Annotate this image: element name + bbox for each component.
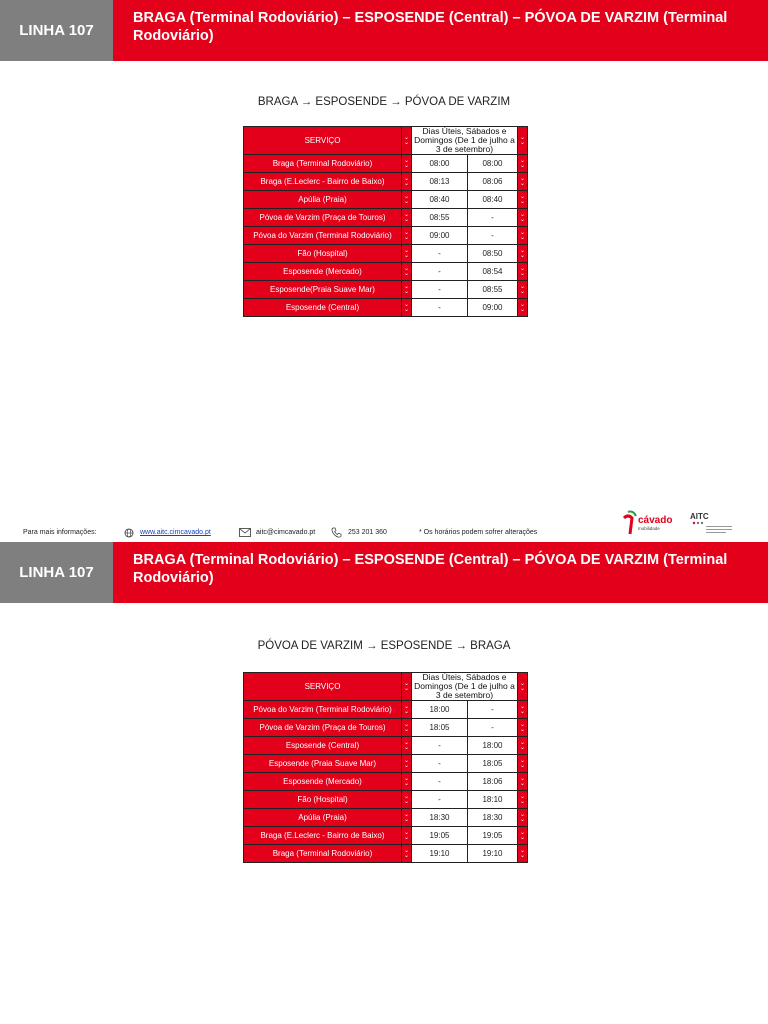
aitc-logo — [688, 510, 738, 536]
dropdown-icon[interactable]: ⌄ ⌄ — [518, 701, 528, 719]
dropdown-icon[interactable]: ⌄ ⌄ — [402, 755, 412, 773]
time-cell: - — [468, 227, 518, 245]
dropdown-icon[interactable]: ⌄ ⌄ — [518, 827, 528, 845]
dropdown-icon[interactable]: ⌄ ⌄ — [402, 155, 412, 173]
stop-name: Esposende(Praia Suave Mar) — [244, 281, 402, 299]
table-row — [244, 245, 528, 263]
time-cell: 08:54 — [468, 263, 518, 281]
time-cell: 18:10 — [468, 791, 518, 809]
dropdown-icon[interactable]: ⌄ ⌄ — [402, 673, 412, 701]
stop-name: Fão (Hospital) — [244, 791, 402, 809]
stop-name: Braga (Terminal Rodoviário) — [244, 845, 402, 863]
time-cell: 19:10 — [412, 845, 468, 863]
table-row — [244, 155, 528, 173]
time-cell: 18:06 — [468, 773, 518, 791]
envelope-icon — [239, 528, 251, 539]
dropdown-icon[interactable]: ⌄ ⌄ — [402, 299, 412, 317]
phone-text: 253 201 360 — [348, 529, 387, 536]
time-cell: 08:50 — [468, 245, 518, 263]
table-row — [244, 299, 528, 317]
table-row — [244, 191, 528, 209]
dropdown-icon[interactable]: ⌄ ⌄ — [518, 209, 528, 227]
stop-name: Esposende (Central) — [244, 737, 402, 755]
time-cell: - — [412, 791, 468, 809]
stop-name: Esposende (Mercado) — [244, 263, 402, 281]
route-title: BRAGA (Terminal Rodoviário) – ESPOSENDE (Central) – PÓVOA DE VARZIM (Terminal Rodoviário) — [113, 542, 768, 603]
table-row — [244, 737, 528, 755]
table-row — [244, 719, 528, 737]
dropdown-icon[interactable]: ⌄ ⌄ — [518, 299, 528, 317]
time-cell: 18:05 — [468, 755, 518, 773]
dropdown-icon[interactable]: ⌄ ⌄ — [402, 791, 412, 809]
dropdown-icon[interactable]: ⌄ ⌄ — [518, 673, 528, 701]
stop-name: Apúlia (Praia) — [244, 191, 402, 209]
stop-name: Póvoa de Varzim (Praça de Touros) — [244, 209, 402, 227]
timetable-inbound — [243, 672, 528, 863]
dropdown-icon[interactable]: ⌄ ⌄ — [518, 155, 528, 173]
table-row — [244, 791, 528, 809]
schedule-note: * Os horários podem sofrer alterações — [419, 529, 538, 536]
stop-name: Póvoa do Varzim (Terminal Rodoviário) — [244, 701, 402, 719]
stop-name: Braga (E.Leclerc - Bairro de Baixo) — [244, 173, 402, 191]
stop-name: Apúlia (Praia) — [244, 809, 402, 827]
table-row — [244, 281, 528, 299]
time-cell: 18:00 — [412, 701, 468, 719]
page-header — [0, 0, 768, 61]
time-cell: 19:10 — [468, 845, 518, 863]
dropdown-icon[interactable]: ⌄ ⌄ — [402, 809, 412, 827]
table-row — [244, 827, 528, 845]
dropdown-icon[interactable]: ⌄ ⌄ — [518, 191, 528, 209]
time-cell: 08:55 — [412, 209, 468, 227]
service-header: SERVIÇO — [244, 673, 402, 701]
table-row — [244, 209, 528, 227]
website-link[interactable]: www.aitc.cimcavado.pt — [140, 529, 211, 536]
table-row — [244, 809, 528, 827]
time-cell: 18:30 — [412, 809, 468, 827]
time-cell: - — [412, 245, 468, 263]
table-row — [244, 755, 528, 773]
dropdown-icon[interactable]: ⌄ ⌄ — [518, 809, 528, 827]
dropdown-icon[interactable]: ⌄ ⌄ — [518, 245, 528, 263]
time-cell: - — [468, 719, 518, 737]
page-footer — [0, 500, 768, 540]
info-label: Para mais informações: — [23, 529, 97, 536]
dropdown-icon[interactable]: ⌄ ⌄ — [518, 791, 528, 809]
dropdown-icon[interactable]: ⌄ ⌄ — [402, 127, 412, 155]
stop-name: Esposende (Praia Suave Mar) — [244, 755, 402, 773]
time-cell: 09:00 — [468, 299, 518, 317]
dropdown-icon[interactable]: ⌄ ⌄ — [518, 755, 528, 773]
globe-icon — [124, 528, 134, 540]
page-header — [0, 542, 768, 603]
phone-icon — [331, 527, 342, 540]
dropdown-icon[interactable]: ⌄ ⌄ — [518, 173, 528, 191]
time-cell: - — [412, 755, 468, 773]
time-cell: 08:06 — [468, 173, 518, 191]
table-row — [244, 845, 528, 863]
table-row — [244, 227, 528, 245]
direction-title: BRAGA → ESPOSENDE → PÓVOA DE VARZIM — [257, 96, 511, 108]
dropdown-icon[interactable]: ⌄ ⌄ — [402, 209, 412, 227]
dropdown-icon[interactable]: ⌄ ⌄ — [518, 719, 528, 737]
dropdown-icon[interactable]: ⌄ ⌄ — [518, 845, 528, 863]
time-cell: - — [412, 773, 468, 791]
stop-name: Póvoa do Varzim (Terminal Rodoviário) — [244, 227, 402, 245]
time-cell: 19:05 — [468, 827, 518, 845]
time-cell: 08:13 — [412, 173, 468, 191]
time-cell: 18:30 — [468, 809, 518, 827]
stop-name: Esposende (Central) — [244, 299, 402, 317]
time-cell: - — [412, 263, 468, 281]
stop-name: Braga (E.Leclerc - Bairro de Baixo) — [244, 827, 402, 845]
dropdown-icon[interactable]: ⌄ ⌄ — [402, 245, 412, 263]
time-cell: - — [412, 299, 468, 317]
dropdown-icon[interactable]: ⌄ ⌄ — [402, 845, 412, 863]
dropdown-icon[interactable]: ⌄ ⌄ — [518, 263, 528, 281]
stop-name: Braga (Terminal Rodoviário) — [244, 155, 402, 173]
dropdown-icon[interactable]: ⌄ ⌄ — [402, 191, 412, 209]
time-cell: 08:55 — [468, 281, 518, 299]
time-cell: 18:00 — [468, 737, 518, 755]
line-number: LINHA 107 — [0, 542, 113, 603]
time-cell: 19:05 — [412, 827, 468, 845]
period-header: Dias Úteis, Sábados e Domingos (De 1 de julho a 3 de setembro) — [412, 127, 518, 155]
dropdown-icon[interactable]: ⌄ ⌄ — [402, 737, 412, 755]
table-row — [244, 701, 528, 719]
stop-name: Fão (Hospital) — [244, 245, 402, 263]
timetable-outbound — [243, 126, 528, 317]
table-row — [244, 773, 528, 791]
dropdown-icon[interactable]: ⌄ ⌄ — [518, 773, 528, 791]
time-cell: - — [412, 281, 468, 299]
time-cell: 08:00 — [412, 155, 468, 173]
timetable-page-inbound — [0, 542, 768, 1024]
table-row — [244, 263, 528, 281]
table-row — [244, 173, 528, 191]
cavado-logo-sub: mobilidade — [638, 526, 660, 531]
dropdown-icon[interactable]: ⌄ ⌄ — [402, 263, 412, 281]
time-cell: - — [468, 701, 518, 719]
dropdown-icon[interactable]: ⌄ ⌄ — [518, 127, 528, 155]
cavado-logo — [622, 508, 677, 536]
dropdown-icon[interactable]: ⌄ ⌄ — [518, 281, 528, 299]
cavado-logo-text: cávado — [638, 515, 673, 526]
dropdown-icon[interactable]: ⌄ ⌄ — [402, 827, 412, 845]
dropdown-icon[interactable]: ⌄ ⌄ — [518, 737, 528, 755]
dropdown-icon[interactable]: ⌄ ⌄ — [402, 719, 412, 737]
dropdown-icon[interactable]: ⌄ ⌄ — [402, 173, 412, 191]
dropdown-icon[interactable]: ⌄ ⌄ — [402, 701, 412, 719]
direction-title: PÓVOA DE VARZIM → ESPOSENDE → BRAGA — [257, 640, 511, 652]
email-text: aitc@cimcavado.pt — [256, 529, 316, 536]
time-cell: 08:40 — [412, 191, 468, 209]
time-cell: 08:40 — [468, 191, 518, 209]
dropdown-icon[interactable]: ⌄ ⌄ — [518, 227, 528, 245]
time-cell: 08:00 — [468, 155, 518, 173]
time-cell: - — [412, 737, 468, 755]
time-cell: 09:00 — [412, 227, 468, 245]
line-number: LINHA 107 — [0, 0, 113, 61]
route-title: BRAGA (Terminal Rodoviário) – ESPOSENDE (Central) – PÓVOA DE VARZIM (Terminal Rodoviário) — [113, 0, 768, 61]
dropdown-icon[interactable]: ⌄ ⌄ — [402, 227, 412, 245]
dropdown-icon[interactable]: ⌄ ⌄ — [402, 773, 412, 791]
stop-name: Esposende (Mercado) — [244, 773, 402, 791]
aitc-logo-text: AITC — [690, 512, 709, 521]
stop-name: Póvoa de Varzim (Praça de Touros) — [244, 719, 402, 737]
time-cell: 18:05 — [412, 719, 468, 737]
period-header: Dias Úteis, Sábados e Domingos (De 1 de julho a 3 de setembro) — [412, 673, 518, 701]
dropdown-icon[interactable]: ⌄ ⌄ — [402, 281, 412, 299]
time-cell: - — [468, 209, 518, 227]
service-header: SERVIÇO — [244, 127, 402, 155]
